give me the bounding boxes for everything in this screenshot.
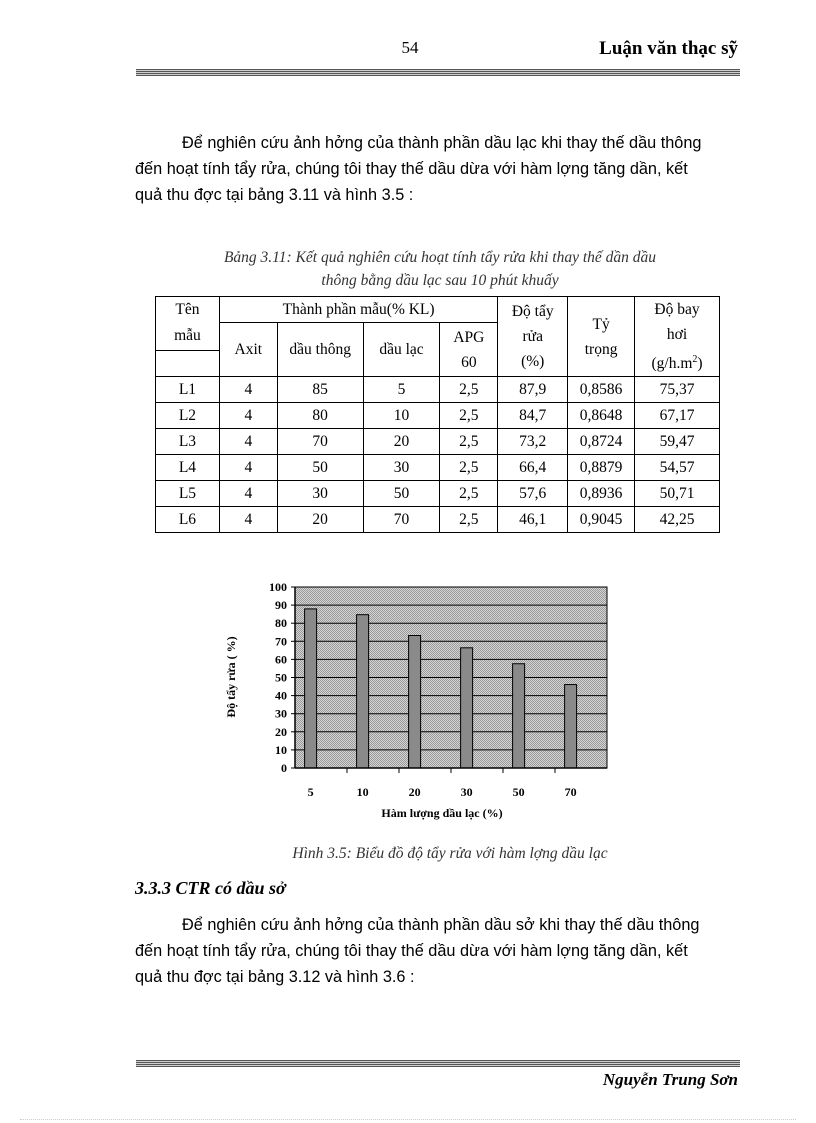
table-cell: 84,7 (498, 403, 568, 429)
table-cell: 0,8879 (568, 455, 635, 481)
table-cell: 50 (363, 481, 440, 507)
y-tick-label: 30 (275, 706, 287, 721)
second-line-2: đến hoạt tính tẩy rửa, chúng tôi thay thế dầu dừa với hàm lợng tăng dần, kết (135, 942, 688, 960)
bar-5 (305, 609, 317, 768)
document-title: Luận văn thạc sỹ (599, 38, 738, 59)
table-cell: 0,8724 (568, 429, 635, 455)
table-cell: 4 (219, 481, 277, 507)
table-row (156, 377, 720, 403)
bar-10 (357, 615, 369, 768)
table-row (156, 403, 720, 429)
table-cell: 57,6 (498, 481, 568, 507)
table-cell: 67,17 (635, 403, 720, 429)
y-tick-label: 20 (275, 724, 287, 739)
table-cell: 70 (363, 507, 440, 533)
table-cell: 80 (277, 403, 363, 429)
table-cell: 73,2 (498, 429, 568, 455)
table-cell: 4 (219, 429, 277, 455)
table-cell: 42,25 (635, 507, 720, 533)
table-caption-line-1: Bảng 3.11: Kết quả nghiên cứu hoạt tính tẩy rửa khi thay thế dần dầu (223, 249, 657, 266)
header-sample-name: Tên mẫu (156, 297, 220, 351)
table-cell: 2,5 (440, 377, 498, 403)
table-cell: 10 (363, 403, 440, 429)
table-cell: L1 (156, 377, 220, 403)
table-cell: 2,5 (440, 429, 498, 455)
table-cell: 4 (219, 403, 277, 429)
header-sample-spacer (156, 351, 220, 377)
table-cell: L2 (156, 403, 220, 429)
table-cell: 2,5 (440, 403, 498, 429)
results-table (155, 296, 720, 533)
table-cell: 70 (277, 429, 363, 455)
footer-rule (136, 1060, 740, 1067)
intro-line-2: đến hoạt tính tẩy rửa, chúng tôi thay thế dầu dừa với hàm lợng tăng dần, kết (135, 160, 688, 178)
table-cell: 0,9045 (568, 507, 635, 533)
table-cell: 20 (277, 507, 363, 533)
table-cell: L3 (156, 429, 220, 455)
section-heading: 3.3.3 CTR có dầu sở (135, 878, 286, 898)
page-number: 54 (401, 38, 419, 57)
y-tick-label: 100 (269, 580, 287, 594)
x-axis-label: Hàm lượng dầu lạc (%) (381, 806, 503, 820)
table-cell: L6 (156, 507, 220, 533)
y-tick-label: 50 (275, 670, 287, 685)
table-row (156, 507, 720, 533)
header-dau-lac: dầu lạc (363, 323, 440, 377)
table-cell: 30 (277, 481, 363, 507)
table-cell: 2,5 (440, 507, 498, 533)
header-rule (136, 69, 740, 76)
table-cell: 59,47 (635, 429, 720, 455)
header-detergency: Độ tẩy rửa (%) (498, 297, 568, 377)
table-cell: 20 (363, 429, 440, 455)
table-cell: 54,57 (635, 455, 720, 481)
second-line-1: Để nghiên cứu ảnh hởng của thành phần dầu sở khi thay thế dầu thông (182, 916, 700, 934)
y-tick-label: 10 (275, 742, 287, 757)
header-volatility: Độ bay hơi $(g/h.m^2)$ (635, 297, 720, 377)
table-cell: 4 (219, 507, 277, 533)
header-apg: APG 60 (440, 323, 498, 377)
x-tick-label: 20 (408, 785, 421, 799)
table-cell: L4 (156, 455, 220, 481)
header-dau-thong: dầu thông (277, 323, 363, 377)
x-tick-label: 70 (564, 785, 577, 799)
table-cell: 75,37 (635, 377, 720, 403)
table-cell: 66,4 (498, 455, 568, 481)
figure-caption: Hình 3.5: Biểu đồ độ tẩy rửa với hàm lợng dầu lạc (292, 845, 608, 862)
table-caption-line-2: thông bằng dầu lạc sau 10 phút khuấy (321, 272, 559, 289)
detergency-bar-chart (215, 575, 615, 825)
table-row (156, 429, 720, 455)
x-tick-label: 30 (460, 785, 473, 799)
x-tick-label: 10 (356, 785, 369, 799)
second-paragraph (135, 912, 743, 990)
header-composition: Thành phần mẫu(% KL) (219, 297, 497, 323)
header-density: Tỷ trọng (568, 297, 635, 377)
table-cell: 0,8936 (568, 481, 635, 507)
y-axis-label: Độ tẩy rửa ( %) (224, 636, 238, 718)
intro-line-1: Để nghiên cứu ảnh hởng của thành phần dầu lạc khi thay thế dầu thông (182, 134, 702, 152)
header-axit: Axit (219, 323, 277, 377)
y-tick-label: 70 (275, 634, 287, 649)
second-line-3: quả thu đợc tại bảng 3.12 và hình 3.6 : (135, 968, 415, 986)
intro-paragraph (135, 130, 743, 208)
table-cell: 46,1 (498, 507, 568, 533)
table-cell: 50,71 (635, 481, 720, 507)
footer-author: Nguyễn Trung Sơn (602, 1070, 738, 1089)
intro-line-3: quả thu đợc tại bảng 3.11 và hình 3.5 : (135, 186, 414, 204)
bar-70 (565, 685, 577, 768)
table-cell: 2,5 (440, 481, 498, 507)
table-cell: 0,8586 (568, 377, 635, 403)
y-tick-label: 40 (275, 688, 287, 703)
table-cell: 4 (219, 377, 277, 403)
table-caption (150, 246, 730, 292)
table-cell: 87,9 (498, 377, 568, 403)
table-cell: L5 (156, 481, 220, 507)
table-row (156, 481, 720, 507)
table-cell: 2,5 (440, 455, 498, 481)
y-tick-label: 90 (275, 598, 287, 613)
bar-30 (461, 648, 473, 768)
bar-50 (513, 664, 525, 768)
table-row (156, 455, 720, 481)
table-cell: 30 (363, 455, 440, 481)
table-cell: 50 (277, 455, 363, 481)
y-tick-label: 0 (281, 761, 287, 775)
bar-20 (409, 636, 421, 768)
table-cell: 85 (277, 377, 363, 403)
table-cell: 4 (219, 455, 277, 481)
y-tick-label: 80 (275, 616, 287, 631)
table-cell: 0,8648 (568, 403, 635, 429)
x-tick-label: 50 (512, 785, 525, 799)
y-tick-label: 60 (275, 652, 287, 667)
page-edge-dots (20, 1119, 796, 1120)
table-cell: 5 (363, 377, 440, 403)
x-tick-label: 5 (307, 785, 314, 799)
